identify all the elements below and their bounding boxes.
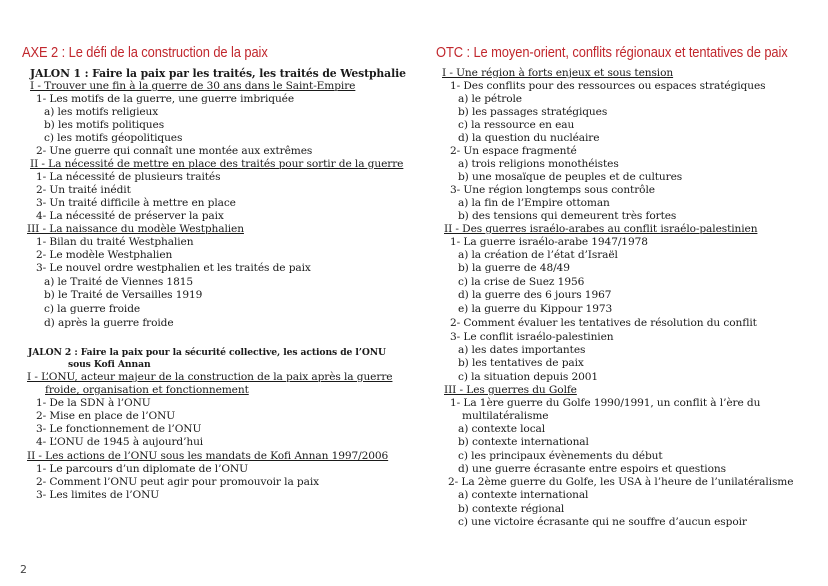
outline-subitem: c) la situation depuis 2001 <box>458 371 599 383</box>
outline-subitem: c) la crise de Suez 1956 <box>458 276 585 288</box>
outline-subitem: a) trois religions monothéistes <box>458 158 619 170</box>
outline-item: 1- La nécessité de plusieurs traités <box>36 171 221 183</box>
outline-item: 3- Le conflit israélo-palestinien <box>450 331 614 343</box>
outline-subitem: d) la question du nucléaire <box>458 132 600 144</box>
outline-item: 3- Une région longtemps sous contrôle <box>450 184 655 196</box>
axe-2-heading: AXE 2 : Le défi de la construction de la paix <box>22 44 268 61</box>
outline-subitem: c) les motifs géopolitiques <box>44 132 183 144</box>
outline-heading: I - Une région à forts enjeux et sous tension <box>442 67 674 79</box>
outline-item: 4- La nécessité de préserver la paix <box>36 210 224 222</box>
outline-heading: III - La naissance du modèle Westphalien <box>27 223 244 235</box>
outline-item: 2- La 2ème guerre du Golfe, les USA à l’heure de l’unilatéralisme <box>448 476 794 488</box>
outline-item: 1- La 1ère guerre du Golfe 1990/1991, un conflit à l’ère du <box>450 397 761 409</box>
outline-subitem: b) contexte régional <box>458 503 565 515</box>
outline-item: 1- Le parcours d’un diplomate de l’ONU <box>36 463 248 475</box>
outline-subitem: d) une guerre écrasante entre espoirs et questions <box>458 463 726 475</box>
outline-heading: I - L’ONU, acteur majeur de la construction de la paix après la guerre <box>27 371 393 383</box>
outline-subitem: a) la fin de l’Empire ottoman <box>458 197 610 209</box>
outline-item: 2- Un espace fragmenté <box>450 145 577 157</box>
outline-heading: I - Trouver une fin à la guerre de 30 ans dans le Saint-Empire <box>30 80 356 92</box>
outline-heading: II - Des guerres israélo-arabes au conflit israélo-palestinien <box>444 223 758 235</box>
outline-item: 1- Des conflits pour des ressources ou espaces stratégiques <box>450 80 766 92</box>
outline-subitem: c) les principaux évènements du début <box>458 450 663 462</box>
outline-subitem: b) la guerre de 48/49 <box>458 262 570 274</box>
outline-subitem: a) la création de l’état d’Israël <box>458 249 618 261</box>
outline-subitem: b) les passages stratégiques <box>458 106 608 118</box>
outline-subitem: a) contexte local <box>458 423 546 435</box>
outline-item: 1- Bilan du traité Westphalien <box>36 236 194 248</box>
page-number: 2 <box>20 563 27 576</box>
outline-subitem: d) la guerre des 6 jours 1967 <box>458 289 612 301</box>
outline-item: 2- Mise en place de l’ONU <box>36 410 176 422</box>
outline-subitem: a) le pétrole <box>458 93 522 105</box>
outline-item: 1- De la SDN à l’ONU <box>36 397 151 409</box>
outline-subitem: d) après la guerre froide <box>44 317 174 329</box>
outline-item: 2- Comment l’ONU peut agir pour promouvoir la paix <box>36 476 319 488</box>
outline-subitem: e) la guerre du Kippour 1973 <box>458 303 613 315</box>
outline-subitem: b) des tensions qui demeurent très fortes <box>458 210 677 222</box>
outline-heading: II - Les actions de l’ONU sous les mandats de Kofi Annan 1997/2006 <box>27 450 389 462</box>
outline-subitem: b) une mosaïque de peuples et de cultures <box>458 171 683 183</box>
outline-item: 3- Le fonctionnement de l’ONU <box>36 423 202 435</box>
outline-item: 1- La guerre israélo-arabe 1947/1978 <box>450 236 648 248</box>
outline-item: 2- Un traité inédit <box>36 184 131 196</box>
outline-subitem: b) contexte international <box>458 436 589 448</box>
outline-heading: II - La nécessité de mettre en place des traités pour sortir de la guerre <box>30 158 404 170</box>
outline-subitem: a) les dates importantes <box>458 344 586 356</box>
outline-subitem: b) les tentatives de paix <box>458 357 584 369</box>
outline-item: 3- Le nouvel ordre westphalien et les traités de paix <box>36 262 311 274</box>
outline-subitem: c) la guerre froide <box>44 303 141 315</box>
jalon-2-title: JALON 2 : Faire la paix pour la sécurité collective, les actions de l’ONU <box>28 347 386 358</box>
outline-heading: III - Les guerres du Golfe <box>444 384 577 396</box>
outline-item: 2- Le modèle Westphalien <box>36 249 173 261</box>
outline-subitem: a) contexte international <box>458 489 589 501</box>
otc-heading: OTC : Le moyen-orient, conflits régionaux et tentatives de paix <box>436 44 788 61</box>
outline-subitem: a) les motifs religieux <box>44 106 159 118</box>
outline-item: 2- Comment évaluer les tentatives de résolution du conflit <box>450 317 757 329</box>
outline-item: 4- L’ONU de 1945 à aujourd’hui <box>36 436 204 448</box>
outline-subitem: a) le Traité de Viennes 1815 <box>44 276 193 288</box>
jalon-1-title: JALON 1 : Faire la paix par les traités, les traités de Westphalie <box>30 67 406 80</box>
outline-item: 3- Les limites de l’ONU <box>36 489 160 501</box>
outline-subitem: b) les motifs politiques <box>44 119 165 131</box>
outline-subitem: b) le Traité de Versailles 1919 <box>44 289 203 301</box>
outline-subitem: c) une victoire écrasante qui ne souffre d’aucun espoir <box>458 516 747 528</box>
outline-item: 2- Une guerre qui connaît une montée aux extrêmes <box>36 145 313 157</box>
outline-item: 3- Un traité difficile à mettre en place <box>36 197 236 209</box>
outline-item: 1- Les motifs de la guerre, une guerre imbriquée <box>36 93 295 105</box>
outline-subitem: c) la ressource en eau <box>458 119 575 131</box>
outline-item-continued: multilatéralisme <box>462 410 549 422</box>
outline-heading-continued: froide, organisation et fonctionnement <box>45 384 249 396</box>
jalon-2-title-continued: sous Kofi Annan <box>68 359 151 370</box>
